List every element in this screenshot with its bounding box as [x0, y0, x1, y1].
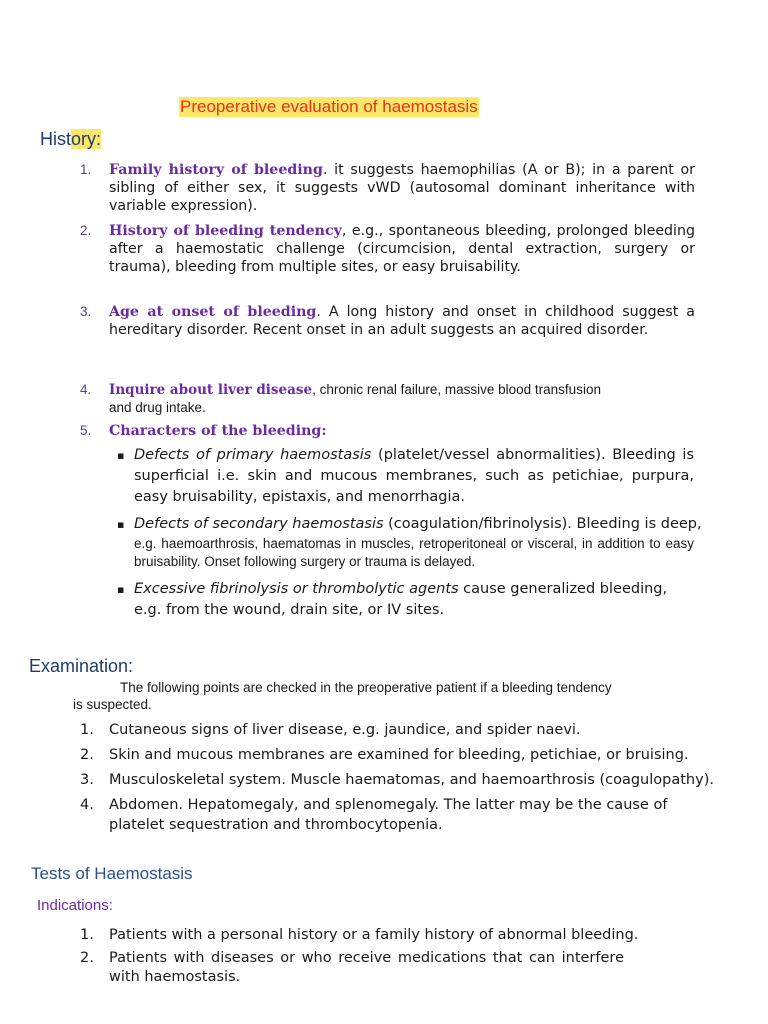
page-title: Preoperative evaluation of haemostasis [180, 97, 478, 116]
item-number: 5. [80, 423, 92, 438]
bullet-lead: Defects of primary haemostasis [134, 447, 372, 463]
tests-heading: Tests of Haemostasis [31, 864, 193, 883]
history-heading [40, 129, 101, 150]
square-bullet-icon: ▪ [117, 449, 125, 462]
item-text: Musculoskeletal system. Muscle haematomas, and haemoarthrosis (coagulopathy). [109, 772, 714, 788]
item-number: 4. [80, 382, 92, 397]
bullet-text: (platelet/vessel abnormalities). Bleeding is superficial i.e. skin and mucous membranes, such as petichiae, purpura, easy bruisability, epistaxis, and menorrhagia. [134, 447, 694, 505]
bullet-text: cause generalized bleeding, e.g. from the wound, drain site, or IV sites. [134, 581, 668, 618]
history-heading-part1: Hist [40, 129, 71, 149]
item-lead: History of bleeding tendency [109, 223, 342, 239]
item-text: . A long history and onset in childhood suggest a hereditary disorder. Recent onset in an adult suggests an acquired disorder. [109, 304, 695, 338]
item-lead: Characters of the bleeding: [109, 423, 327, 439]
square-bullet-icon: ▪ [117, 518, 125, 531]
item-lead: Age at onset of bleeding [109, 304, 317, 320]
bullet-lead: Defects of secondary haemostasis [134, 516, 384, 532]
examination-heading: Examination: [29, 656, 134, 676]
bullet-text-continued: e.g. haemoarthrosis, haematomas in muscles, retroperitoneal or visceral, in addition to easy bruisability. Onset following surgery or trauma is delayed. [134, 536, 694, 569]
item-text: , chronic renal failure, massive blood transfusion and drug intake. [109, 382, 601, 415]
item-text: Abdomen. Hepatomegaly, and splenomegaly. The latter may be the cause of platelet sequestration and thrombocytopenia. [109, 797, 668, 833]
item-number: 3. [80, 772, 94, 788]
item-number: 1. [80, 927, 94, 943]
item-number: 1. [80, 162, 92, 177]
item-number: 4. [80, 797, 94, 813]
item-number: 2. [80, 950, 94, 966]
examination-intro-line2: is suspected. [73, 697, 152, 712]
item-number: 1. [80, 722, 94, 738]
bullet-text: (coagulation/fibrinolysis). Bleeding is deep, [383, 516, 702, 532]
item-text: Patients with diseases or who receive medications that can interfere with haemostasis. [109, 950, 624, 985]
item-number: 2. [80, 223, 92, 238]
item-text: Patients with a personal history or a family history of abnormal bleeding. [109, 927, 639, 943]
item-number: 2. [80, 747, 94, 763]
bullet-lead: Excessive fibrinolysis or thrombolytic agents [134, 581, 459, 597]
square-bullet-icon: ▪ [117, 583, 125, 596]
item-lead: Family history of bleeding [109, 162, 323, 178]
item-text: , e.g., spontaneous bleeding, prolonged bleeding after a haemostatic challenge (circumcision, dental extraction, surgery or trauma), bleeding from multiple sites, or easy bruisability. [109, 223, 695, 275]
item-text: . it suggests haemophilias (A or B); in a parent or sibling of either sex, it suggests vWD (autosomal dominant inheritance with variable expression). [109, 162, 695, 214]
item-number: 3. [80, 304, 92, 319]
indications-heading: Indications: [37, 897, 113, 914]
item-text: Skin and mucous membranes are examined for bleeding, petichiae, or bruising. [109, 747, 689, 763]
examination-intro-line1: The following points are checked in the preoperative patient if a bleeding tendency [120, 680, 612, 695]
item-lead: Inquire about liver disease [109, 382, 313, 398]
history-heading-highlight: ory: [71, 129, 102, 149]
item-text: Cutaneous signs of liver disease, e.g. jaundice, and spider naevi. [109, 722, 581, 738]
